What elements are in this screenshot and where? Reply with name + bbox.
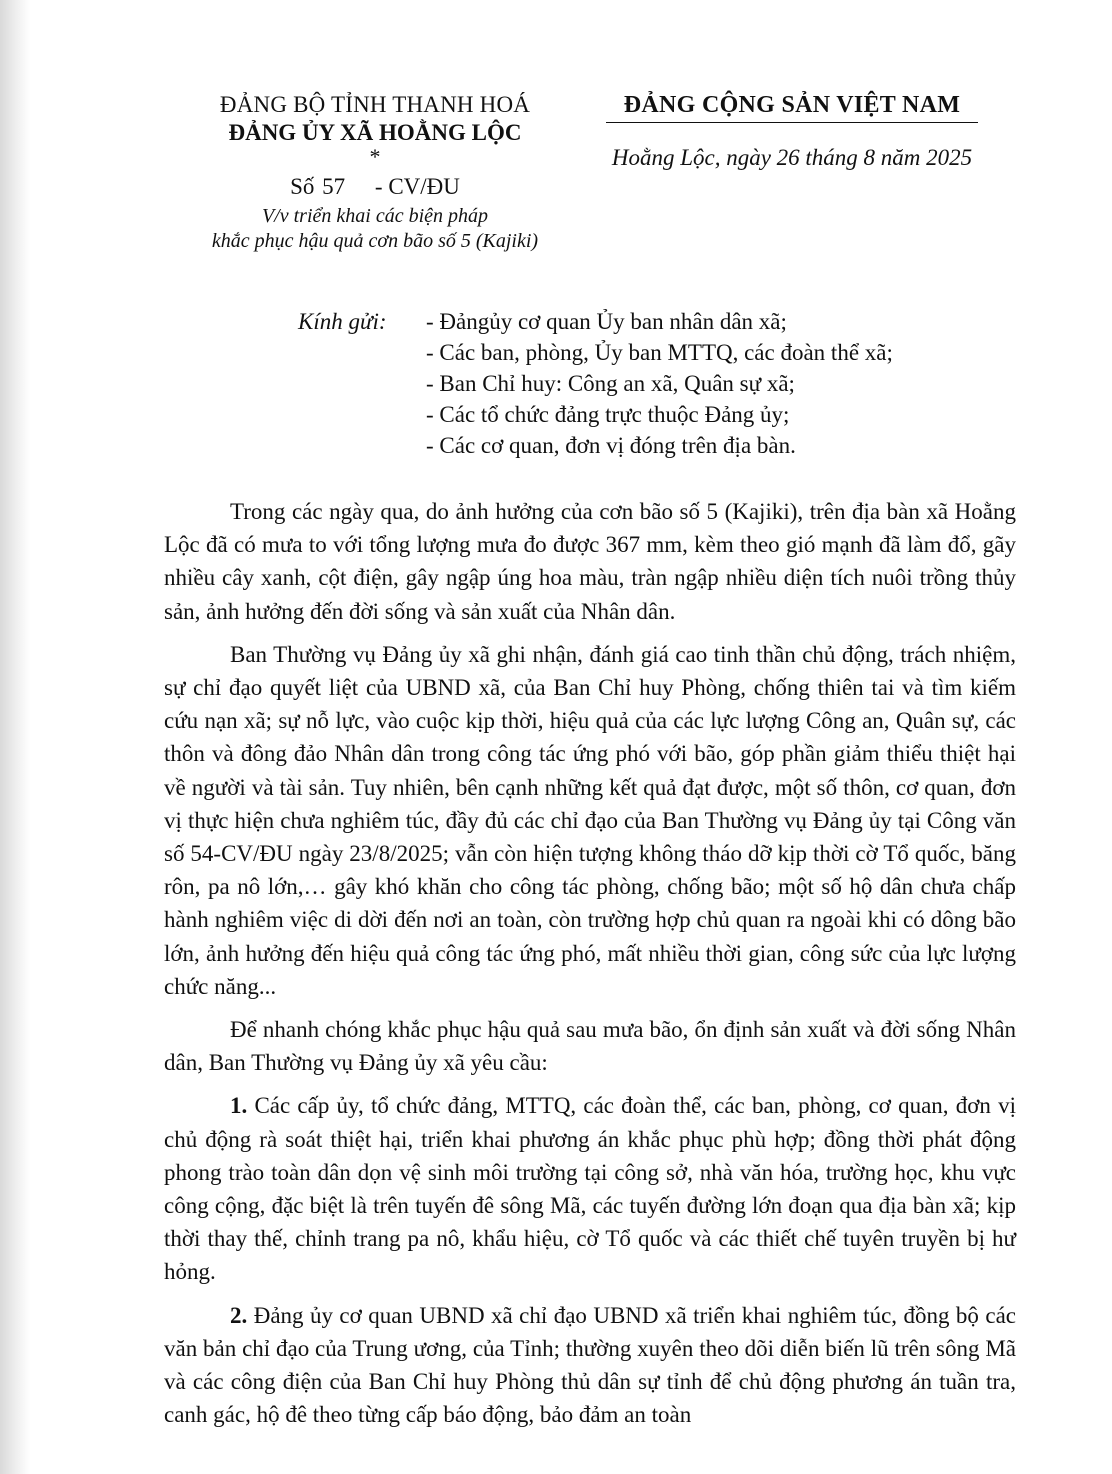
header-left <box>160 92 590 254</box>
document-subject-line-2: khắc phục hậu quả cơn bão số 5 (Kajiki) <box>211 230 539 252</box>
requirement-item-1 <box>164 1089 1016 1288</box>
recipient-item: - Ban Chỉ huy: Công an xã, Quân sự xã; <box>426 371 795 396</box>
recipient-item: - Các ban, phòng, Ủy ban MTTQ, các đoàn thể xã; <box>426 340 893 365</box>
recipients-block <box>298 306 893 461</box>
document-number-prefix: Số <box>290 174 315 199</box>
document-subject-line-1: V/v triển khai các biện pháp <box>261 205 489 227</box>
requirement-item-2 <box>164 1299 1016 1432</box>
party-name-underline <box>606 122 978 123</box>
requirement-item-2-number: 2. <box>230 1302 248 1328</box>
party-name: ĐẢNG CỘNG SẢN VIỆT NAM <box>623 92 961 118</box>
place-date: Hoằng Lộc, ngày 26 tháng 8 năm 2025 <box>611 145 973 170</box>
document-body <box>164 495 1016 1441</box>
document-subject <box>160 204 590 254</box>
header-right <box>592 92 992 171</box>
document-number-value: 57 <box>322 174 346 199</box>
recipient-item: - Các cơ quan, đơn vị đóng trên địa bàn. <box>426 433 796 458</box>
body-paragraph-3: Để nhanh chóng khắc phục hậu quả sau mưa bão, ổn định sản xuất và đời sống Nhân dân, Ban Thường vụ Đảng ủy xã yêu cầu: <box>164 1017 1016 1076</box>
recipient-item: - Đảngủy cơ quan Ủy ban nhân dân xã; <box>426 309 787 334</box>
recipients-list <box>426 306 893 461</box>
body-paragraph-2: Ban Thường vụ Đảng ủy xã ghi nhận, đánh giá cao tinh thần chủ động, trách nhiệm, sự chỉ đạo quyết liệt của UBND xã, của Ban Chỉ huy Phòng, chống thiên tai và tìm kiếm cứu nạn xã; sự nỗ lực, vào cuộc kịp thời, hiệu quả của các lực lượng Công an, Quân sự, các thôn và đông đảo Nhân dân trong công tác ứng phó với bão, góp phần giảm thiểu thiệt hại về người và tài sản. Tuy nhiên, bên cạnh những kết quả đạt được, một số thôn, cơ quan, đơn vị thực hiện chưa nghiêm túc, đầy đủ các chỉ đạo của Ban Thường vụ Đảng ủy tại Công văn số 54-CV/ĐU ngày 23/8/2025; vẫn còn hiện tượng không tháo dỡ kịp thời cờ Tổ quốc, băng rôn, pa nô lớn,… gây khó khăn cho công tác phòng, chống bão; một số hộ dân chưa chấp hành nghiêm việc di dời đến nơi an toàn, còn trường hợp chủ quan ra ngoài khi có dông bão lớn, ảnh hưởng đến hiệu quả công tác ứng phó, mất nhiều thời gian, công sức của lực lượng chức năng... <box>164 641 1016 999</box>
header-star: * <box>369 144 381 169</box>
recipient-item: - Các tổ chức đảng trực thuộc Đảng ủy; <box>426 402 790 427</box>
party-committee-commune: ĐẢNG ỦY XÃ HOẰNG LỘC <box>228 120 522 145</box>
body-paragraph-1: Trong các ngày qua, do ảnh hưởng của cơn bão số 5 (Kajiki), trên địa bàn xã Hoằng Lộc đã có mưa to với tổng lượng mưa đo được 367 mm, kèm theo gió mạnh đã làm đổ, gãy nhiều cây xanh, cột điện, gây ngập úng hoa màu, tràn ngập nhiều diện tích nuôi trồng thủy sản, ảnh hưởng đến đời sống và sản xuất của Nhân dân. <box>164 499 1016 624</box>
requirement-item-1-text: Các cấp ủy, tổ chức đảng, MTTQ, các đoàn thể, các ban, phòng, cơ quan, đơn vị chủ động rà soát thiệt hại, triển khai phương án khắc phục phù hợp; đồng thời phát động phong trào toàn dân dọn vệ sinh môi trường tại công sở, nhà văn hóa, trường học, khu vực công cộng, đặc biệt là trên tuyến đê sông Mã, các tuyến đường lớn đoạn qua địa bàn xã; kịp thời thay thế, chỉnh trang pa nô, khẩu hiệu, cờ Tổ quốc và các thiết chế tuyên truyền bị hư hỏng. <box>164 1093 1016 1285</box>
requirement-item-2-text: Đảng ủy cơ quan UBND xã chỉ đạo UBND xã triển khai nghiêm túc, đồng bộ các văn bản chỉ đạo của Trung ương, của Tỉnh; thường xuyên theo dõi diễn biến lũ trên sông Mã và các công điện của Ban Chỉ huy Phòng thủ dân sự tỉnh để chủ động phương án tuần tra, canh gác, hộ đê theo từng cấp báo động, bảo đảm an toàn <box>164 1302 1016 1428</box>
document-number <box>160 174 590 200</box>
document-code: - CV/ĐU <box>374 174 460 199</box>
requirement-item-1-number: 1. <box>230 1093 248 1119</box>
party-committee-province: ĐẢNG BỘ TỈNH THANH HOÁ <box>219 92 531 117</box>
recipients-label: Kính gửi: <box>298 309 387 334</box>
